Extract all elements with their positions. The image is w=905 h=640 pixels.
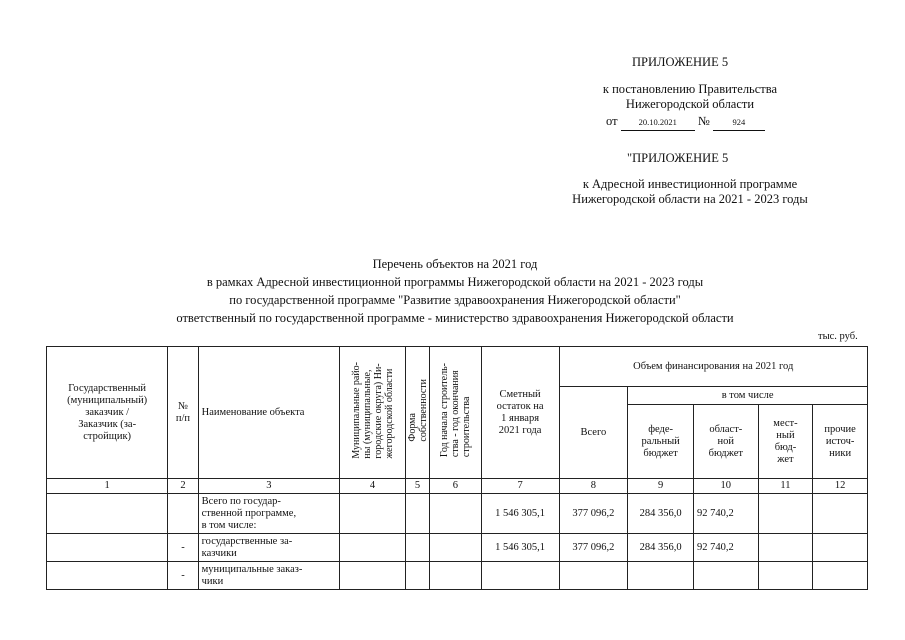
row-estimate xyxy=(481,562,559,590)
header-local-l1: мест- xyxy=(773,417,798,429)
row-other xyxy=(813,494,868,534)
row-local xyxy=(758,534,813,562)
row-total: 377 096,2 xyxy=(559,494,628,534)
title-line-2: в рамках Адресной инвестиционной программы Нижегородской области на 2021 - 2023 годы xyxy=(206,275,704,289)
row-estimate: 1 546 305,1 xyxy=(481,534,559,562)
objects-table xyxy=(46,346,868,590)
resolution-line-1: к постановлению Правительства xyxy=(602,82,778,96)
row-name-l2: ственной программе, xyxy=(201,507,297,519)
header-customer xyxy=(47,347,168,479)
header-federal-l3: бюджет xyxy=(643,447,678,459)
header-local-l2: ный xyxy=(776,429,795,441)
row-no xyxy=(168,494,198,534)
header-federal-l1: феде- xyxy=(648,423,674,435)
row-local xyxy=(758,562,813,590)
header-no-l2: п/п xyxy=(175,412,191,424)
header-ownership xyxy=(405,347,429,479)
header-other-l2: источ- xyxy=(825,435,855,447)
row-other xyxy=(813,534,868,562)
header-municipal xyxy=(340,347,406,479)
colnum-1: 1 xyxy=(47,479,168,494)
colnum-2: 2 xyxy=(168,479,198,494)
header-local-l4: жет xyxy=(777,453,794,465)
header-customer-l3: заказчик / xyxy=(85,406,130,418)
resolution-date-number xyxy=(606,114,765,131)
row-municipal xyxy=(340,534,406,562)
table-row xyxy=(47,494,868,534)
header-municipal-l1: Муниципальные райо- xyxy=(350,362,362,459)
header-estimate-l3: 1 января xyxy=(501,412,540,424)
header-no xyxy=(168,347,198,479)
column-numbers-row xyxy=(47,479,868,494)
header-municipal-l2: ны (муниципальные, xyxy=(361,369,373,459)
number-field xyxy=(713,114,765,131)
colnum-8: 8 xyxy=(559,479,628,494)
row-federal xyxy=(628,562,694,590)
units-label: тыс. руб. xyxy=(818,331,858,342)
row-name xyxy=(198,562,340,590)
header-other xyxy=(813,405,868,479)
header-estimate xyxy=(481,347,559,479)
header-years xyxy=(430,347,482,479)
row-municipal xyxy=(340,494,406,534)
row-customer xyxy=(47,494,168,534)
header-ownership-text xyxy=(407,379,429,442)
header-total: Всего xyxy=(559,387,628,479)
row-name xyxy=(198,534,340,562)
header-name: Наименование объекта xyxy=(198,347,340,479)
date-value: 20.10.2021 xyxy=(638,117,677,127)
title-line-1: Перечень объектов на 2021 год xyxy=(372,257,538,271)
row-no: - xyxy=(168,562,198,590)
colnum-3: 3 xyxy=(198,479,340,494)
header-ownership-l1: Форма xyxy=(406,413,418,442)
header-regional-l2: ной xyxy=(717,435,735,447)
resolution-reference xyxy=(560,82,820,112)
title-line-3: по государственной программе "Развитие здравоохранения Нижегородской области" xyxy=(229,293,681,307)
header-municipal-l3: городские округа) Ни- xyxy=(372,363,384,459)
row-customer xyxy=(47,562,168,590)
header-years-l2: ства - год окончания xyxy=(449,370,461,458)
row-other xyxy=(813,562,868,590)
row-name-l1: Всего по государ- xyxy=(201,495,281,507)
row-years xyxy=(430,534,482,562)
colnum-4: 4 xyxy=(340,479,406,494)
row-name-l2: казчики xyxy=(201,547,237,559)
row-estimate: 1 546 305,1 xyxy=(481,494,559,534)
header-estimate-l2: остаток на xyxy=(496,400,544,412)
from-label: от xyxy=(606,114,618,128)
program-line-2: Нижегородской области на 2021 - 2023 годы xyxy=(572,192,808,206)
header-years-text xyxy=(439,363,472,457)
row-federal: 284 356,0 xyxy=(628,494,694,534)
appendix-label-2: "ПРИЛОЖЕНИЕ 5 xyxy=(627,151,729,165)
row-ownership xyxy=(405,494,429,534)
colnum-12: 12 xyxy=(813,479,868,494)
header-municipal-text xyxy=(351,362,395,459)
header-customer-l4: Заказчик (за- xyxy=(78,418,137,430)
row-local xyxy=(758,494,813,534)
row-regional xyxy=(693,562,758,590)
colnum-6: 6 xyxy=(430,479,482,494)
header-other-l3: ники xyxy=(829,447,852,459)
row-name-l2: чики xyxy=(201,575,224,587)
row-customer xyxy=(47,534,168,562)
table-row xyxy=(47,534,868,562)
program-reference xyxy=(520,177,860,207)
header-local-l3: бюд- xyxy=(774,441,797,453)
header-including: в том числе xyxy=(628,387,868,405)
row-name-l3: в том числе: xyxy=(201,519,257,531)
colnum-5: 5 xyxy=(405,479,429,494)
resolution-line-2: Нижегородской области xyxy=(625,97,755,111)
row-years xyxy=(430,562,482,590)
header-other-l1: прочие xyxy=(824,423,856,435)
header-financing: Объем финансирования на 2021 год xyxy=(559,347,867,387)
header-regional-l1: област- xyxy=(709,423,743,435)
date-field xyxy=(621,114,695,131)
row-name xyxy=(198,494,340,534)
header-estimate-l4: 2021 года xyxy=(498,424,542,436)
row-regional: 92 740,2 xyxy=(693,534,758,562)
header-customer-l5: стройщик) xyxy=(83,430,132,442)
header-customer-l2: (муниципальный) xyxy=(67,394,148,406)
number-label: № xyxy=(697,114,710,128)
number-value: 924 xyxy=(732,117,746,127)
row-no: - xyxy=(168,534,198,562)
colnum-9: 9 xyxy=(628,479,694,494)
header-years-l3: строительства xyxy=(460,397,472,458)
row-name-l1: государственные за- xyxy=(201,535,293,547)
header-regional-l3: бюджет xyxy=(708,447,743,459)
header-ownership-l2: собственности xyxy=(417,379,429,442)
appendix-label: ПРИЛОЖЕНИЕ 5 xyxy=(632,55,729,69)
document-title xyxy=(60,255,850,327)
header-estimate-l1: Сметный xyxy=(499,388,541,400)
row-regional: 92 740,2 xyxy=(693,494,758,534)
row-years xyxy=(430,494,482,534)
header-federal-l2: ральный xyxy=(641,435,680,447)
header-no-l1: № xyxy=(177,400,188,412)
program-line-1: к Адресной инвестиционной программе xyxy=(582,177,798,191)
row-total: 377 096,2 xyxy=(559,534,628,562)
table-row xyxy=(47,562,868,590)
row-municipal xyxy=(340,562,406,590)
row-federal: 284 356,0 xyxy=(628,534,694,562)
row-total xyxy=(559,562,628,590)
row-ownership xyxy=(405,534,429,562)
header-customer-l1: Государственный xyxy=(68,382,147,394)
header-municipal-l4: жегородской области xyxy=(383,368,395,459)
header-federal xyxy=(628,405,694,479)
header-years-l1: Год начала строитель- xyxy=(438,363,450,458)
row-name-l1: муниципальные заказ- xyxy=(201,563,303,575)
colnum-11: 11 xyxy=(758,479,813,494)
colnum-7: 7 xyxy=(481,479,559,494)
header-local xyxy=(758,405,813,479)
header-regional xyxy=(693,405,758,479)
row-ownership xyxy=(405,562,429,590)
colnum-10: 10 xyxy=(693,479,758,494)
title-line-4: ответственный по государственной программе - министерство здравоохранения Нижегородской области xyxy=(176,311,734,325)
